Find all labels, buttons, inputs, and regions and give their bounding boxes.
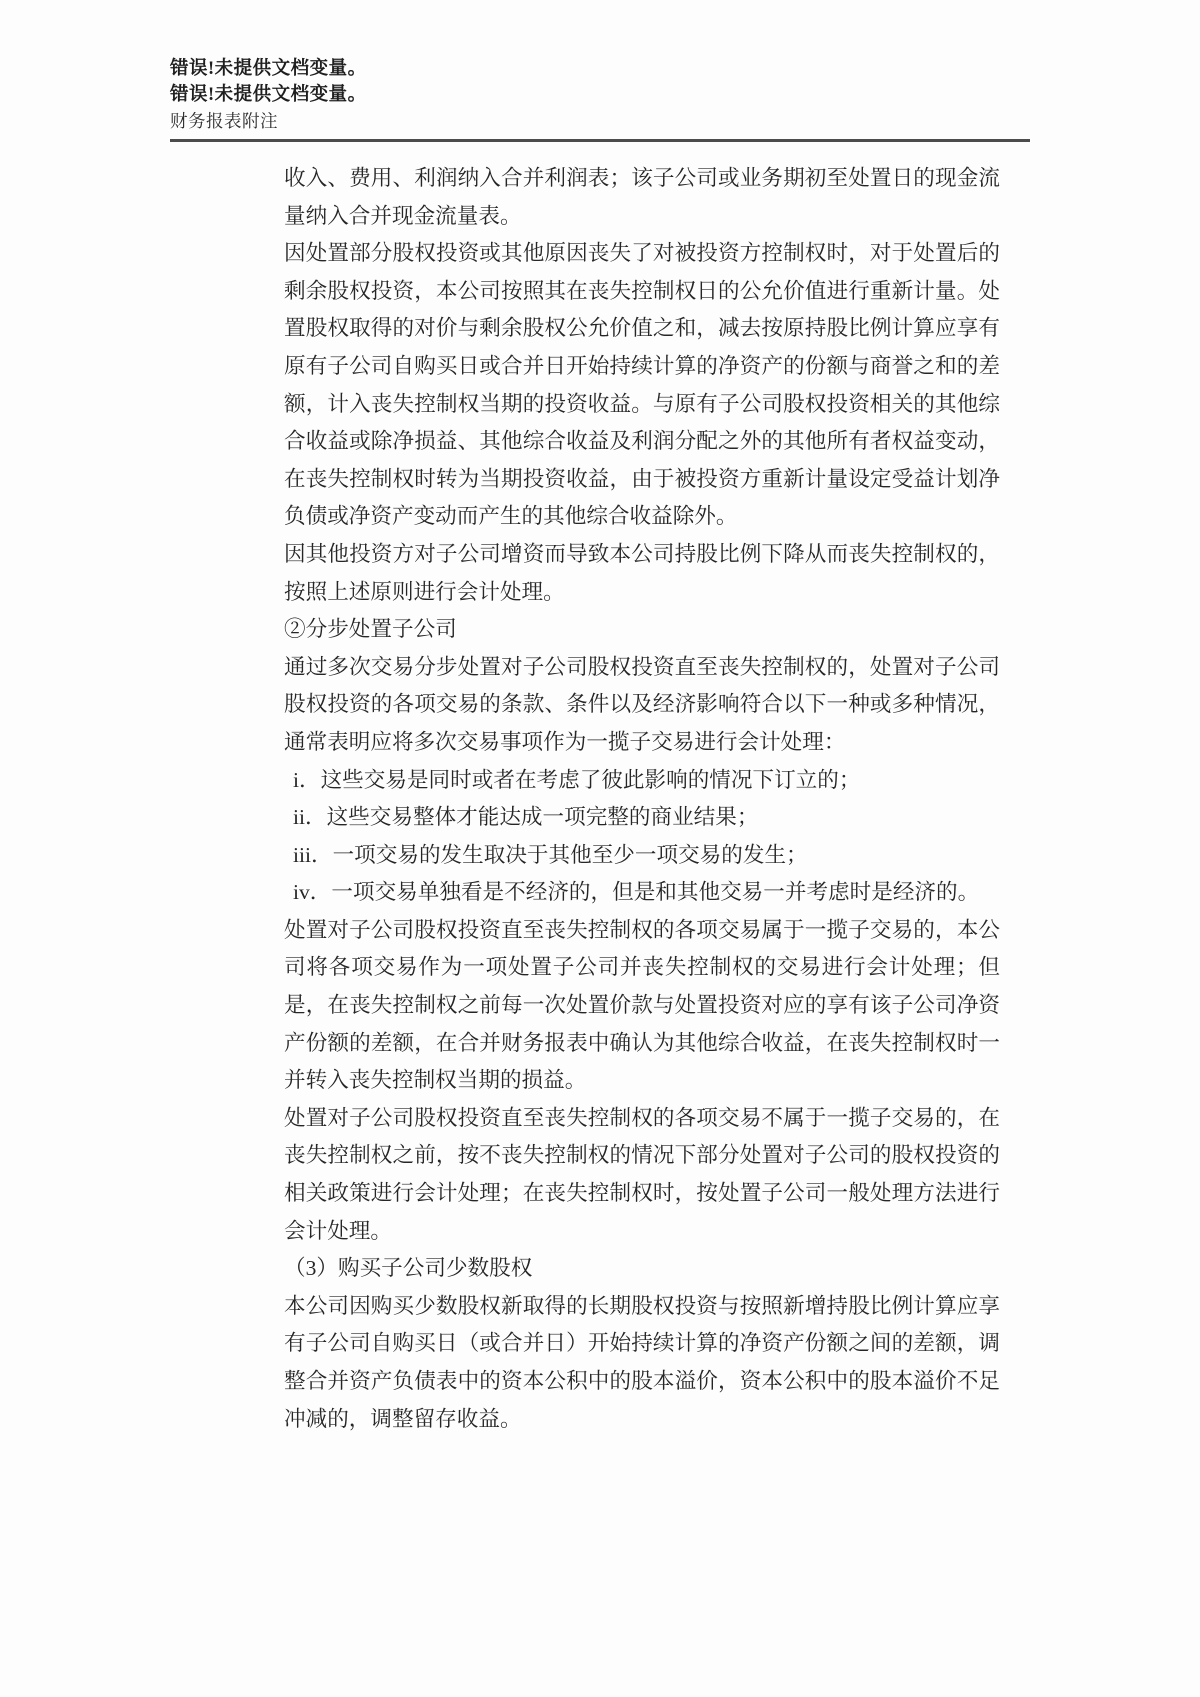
doc-variable-error-line-2: 错误!未提供文档变量。: [170, 85, 367, 105]
paragraph-cashflow-consolidation: 收入、费用、利润纳入合并利润表；该子公司或业务期初至处置日的现金流量纳入合并现金流量表。: [284, 166, 1000, 228]
heading-stepwise-disposal: ②分步处置子公司: [284, 617, 457, 642]
paragraph-minority-interest-treatment: 本公司因购买少数股权新取得的长期股权投资与按照新增持股比例计算应享有子公司自购买日（或合并日）开始持续计算的净资产份额之间的差额，调整合并资产负债表中的资本公积中的股本溢价，资本公积中的股本溢价不足冲减的，调整留存收益。: [284, 1293, 1000, 1431]
page-header: [170, 56, 1030, 134]
document-body: [284, 160, 1000, 1438]
paragraph-bundled-transaction-criteria: 通过多次交易分步处置对子公司股权投资直至丧失控制权的，处置对子公司股权投资的各项交易的条款、条件以及经济影响符合以下一种或多种情况，通常表明应将多次交易事项作为一揽子交易进行会计处理：: [284, 654, 1000, 754]
list-item-iii: iii．一项交易的发生取决于其他至少一项交易的发生；: [293, 842, 808, 867]
header-rule: [170, 139, 1030, 142]
list-item-iv: iv．一项交易单独看是不经济的，但是和其他交易一并考虑时是经济的。: [293, 880, 980, 905]
paragraph-loss-of-control-remeasurement: 因处置部分股权投资或其他原因丧失了对被投资方控制权时，对于处置后的剩余股权投资，本公司按照其在丧失控制权日的公允价值进行重新计量。处置股权取得的对价与剩余股权公允价值之和，减去按原持股比例计算应享有原有子公司自购买日或合并日开始持续计算的净资产的份额与商誉之和的差额，计入丧失控制权当期的投资收益。与原有子公司股权投资相关的其他综合收益或除净损益、其他综合收益及利润分配之外的其他所有者权益变动，在丧失控制权时转为当期投资收益，由于被投资方重新计量设定受益计划净负债或净资产变动而产生的其他综合收益除外。: [284, 241, 1000, 529]
doc-variable-error-line-1: 错误!未提供文档变量。: [170, 59, 367, 79]
list-item-ii: ii．这些交易整体才能达成一项完整的商业结果；: [293, 805, 759, 830]
heading-purchase-minority-interest: （3）购买子公司少数股权: [284, 1256, 533, 1281]
list-item-i: i．这些交易是同时或者在考虑了彼此影响的情况下订立的；: [293, 767, 861, 792]
header-section-title: 财务报表附注: [170, 111, 278, 131]
paragraph-bundled-transaction-treatment: 处置对子公司股权投资直至丧失控制权的各项交易属于一揽子交易的，本公司将各项交易作为一项处置子公司并丧失控制权的交易进行会计处理；但是，在丧失控制权之前每一次处置价款与处置投资对应的享有该子公司净资产份额的差额，在合并财务报表中确认为其他综合收益，在丧失控制权时一并转入丧失控制权当期的损益。: [284, 917, 1000, 1093]
paragraph-capital-increase-dilution: 因其他投资方对子公司增资而导致本公司持股比例下降从而丧失控制权的，按照上述原则进行会计处理。: [284, 541, 1000, 604]
paragraph-non-bundled-transaction-treatment: 处置对子公司股权投资直至丧失控制权的各项交易不属于一揽子交易的，在丧失控制权之前，按不丧失控制权的情况下部分处置对子公司的股权投资的相关政策进行会计处理；在丧失控制权时，按处置子公司一般处理方法进行会计处理。: [284, 1105, 1000, 1243]
